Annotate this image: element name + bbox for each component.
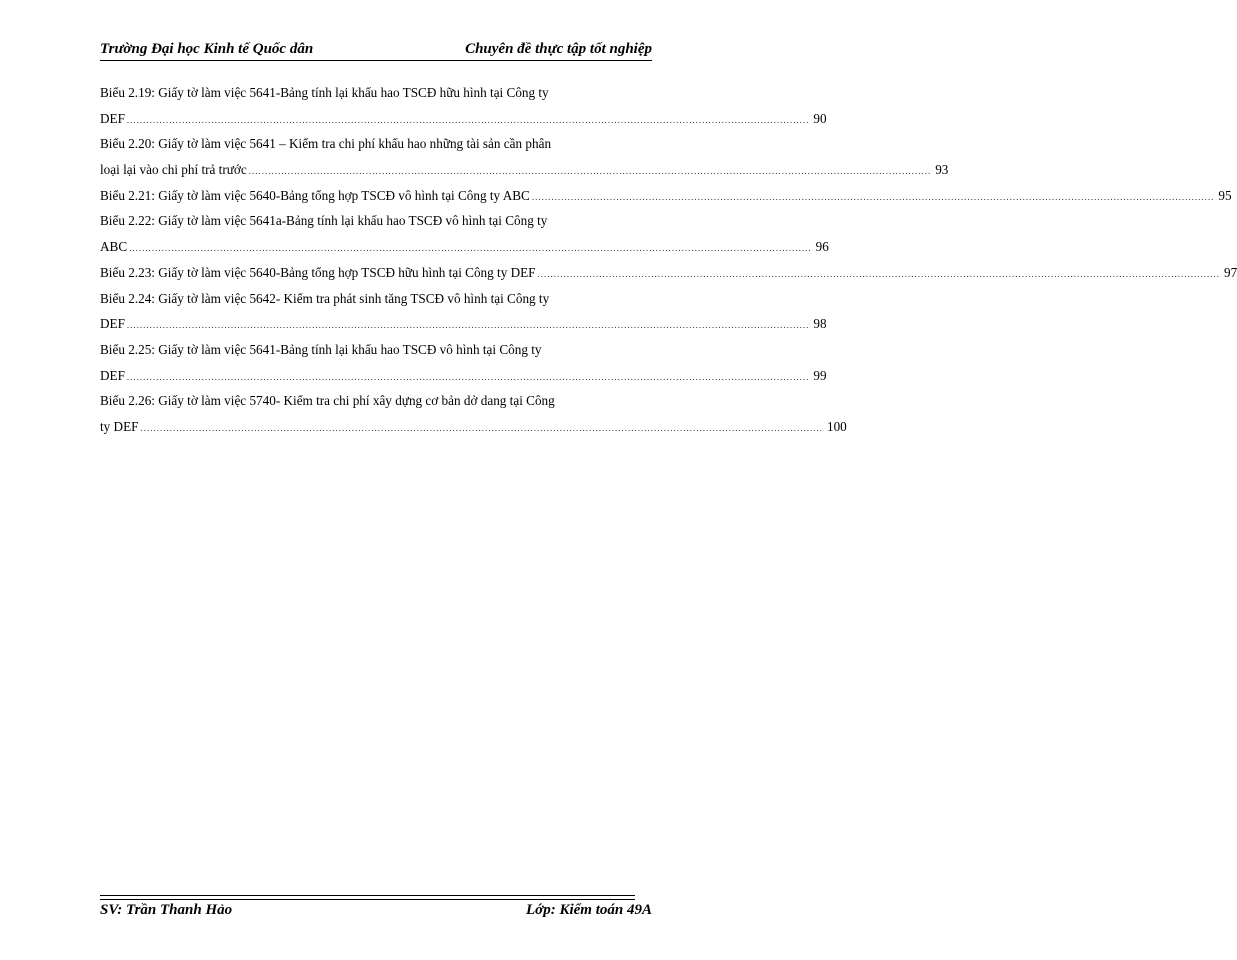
page-footer [100, 902, 652, 922]
toc-entry[interactable] [100, 131, 949, 182]
toc-entry-page: 98 [813, 316, 827, 332]
toc-entry-title-continued: DEF [100, 367, 125, 383]
toc-entry-page: 90 [813, 110, 827, 126]
footer-student-name: SV: Trần Thanh Hảo [100, 902, 233, 918]
toc-entry-title: Biểu 2.24: Giấy tờ làm việc 5642- Kiểm tra phát sinh tăng TSCĐ vô hình tại Công ty [100, 290, 550, 306]
dot-leader: .................................................................................................................................................................................................................. [537, 268, 1221, 279]
toc-entry-page: 93 [935, 162, 949, 178]
toc-entry-title-continued: DEF [100, 316, 125, 332]
toc-entry-title: Biểu 2.26: Giấy tờ làm việc 5740- Kiểm tra chi phí xây dựng cơ bản dở dang tại Công [100, 393, 555, 409]
toc-entry-title: Biểu 2.23: Giấy tờ làm việc 5640-Bảng tổng hợp TSCĐ hữu hình tại Công ty DEF [100, 264, 536, 280]
dot-leader: .................................................................................................................................................................................................................. [126, 320, 810, 331]
dot-leader: .................................................................................................................................................................................................................. [126, 114, 810, 125]
toc-entry-title: Biểu 2.21: Giấy tờ làm việc 5640-Bảng tổng hợp TSCĐ vô hình tại Công ty ABC [100, 187, 530, 203]
toc-entry-title-continued: DEF [100, 110, 125, 126]
toc-entry[interactable] [100, 286, 827, 337]
header-thesis-title: Chuyên đề thực tập tốt nghiệp [465, 41, 652, 57]
toc-entry-title: Biểu 2.22: Giấy tờ làm việc 5641a-Bảng tính lại khấu hao TSCĐ vô hình tại Công ty [100, 213, 548, 229]
toc-entry-page: 95 [1218, 187, 1232, 203]
toc-entry-page: 96 [815, 239, 829, 255]
toc-entry[interactable] [100, 208, 829, 259]
header-university: Trường Đại học Kinh tế Quốc dân [100, 41, 314, 57]
toc-entry[interactable] [100, 80, 827, 131]
toc-entry-title-continued: loại lại vào chi phí trả trước [100, 162, 247, 178]
toc-entry-title-continued: ty DEF [100, 418, 139, 434]
footer-rule [100, 895, 635, 900]
toc-entry-title: Biểu 2.25: Giấy tờ làm việc 5641-Bảng tính lại khấu hao TSCĐ vô hình tại Công ty [100, 341, 542, 357]
toc-entry[interactable] [100, 388, 847, 439]
toc-entry-page: 99 [813, 367, 827, 383]
toc-entry[interactable] [100, 183, 1232, 209]
page-header [100, 41, 652, 61]
dot-leader: .................................................................................................................................................................................................................. [126, 371, 810, 382]
toc-entry-title: Biểu 2.19: Giấy tờ làm việc 5641-Bảng tính lại khấu hao TSCĐ hữu hình tại Công ty [100, 85, 549, 100]
table-of-figures [100, 80, 1237, 440]
dot-leader: .................................................................................................................................................................................................................. [140, 422, 823, 433]
header-rule [100, 60, 652, 61]
toc-entry-title: Biểu 2.20: Giấy tờ làm việc 5641 – Kiểm tra chi phí khấu hao những tài sản cần phân [100, 136, 552, 152]
dot-leader: .................................................................................................................................................................................................................. [248, 166, 932, 177]
dot-leader: .................................................................................................................................................................................................................. [129, 243, 812, 254]
footer-class-name: Lớp: Kiểm toán 49A [526, 902, 652, 918]
dot-leader: .................................................................................................................................................................................................................. [531, 191, 1215, 202]
toc-entry-page: 97 [1224, 264, 1237, 280]
toc-entry[interactable] [100, 337, 827, 388]
toc-entry[interactable] [100, 260, 1237, 286]
toc-entry-page: 100 [826, 418, 847, 434]
toc-entry-title-continued: ABC [100, 239, 128, 255]
